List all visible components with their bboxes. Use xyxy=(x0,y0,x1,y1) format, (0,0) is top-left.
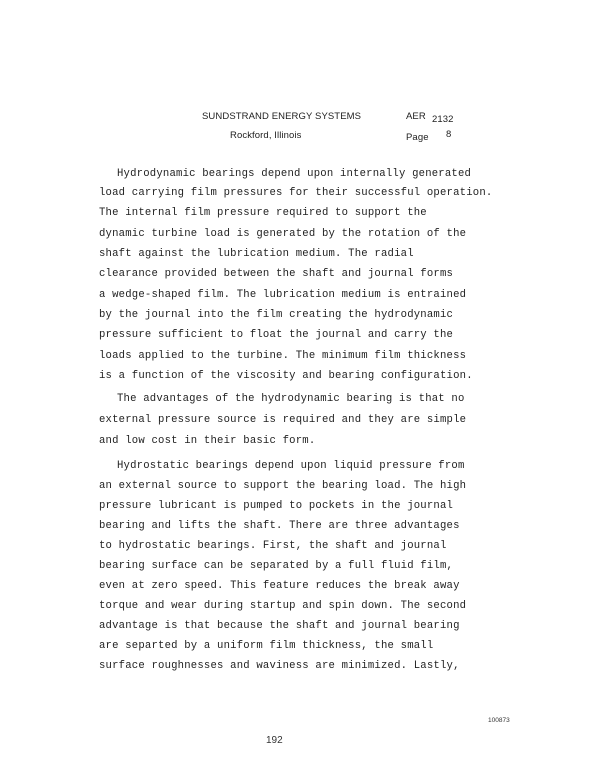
text-line: torque and wear during startup and spin down. The second xyxy=(99,600,467,612)
text-line: and low cost in their basic form. xyxy=(99,435,316,447)
page-footer-number: 192 xyxy=(266,735,283,746)
text-line: advantage is that because the shaft and journal bearing xyxy=(99,620,460,632)
text-line: are separted by a uniform film thickness, the small xyxy=(99,640,434,652)
text-line: a wedge-shaped film. The lubrication medium is entrained xyxy=(99,289,467,301)
text-line: to hydrostatic bearings. First, the shaft and journal xyxy=(99,540,447,552)
text-line: load carrying film pressures for their successful operation. xyxy=(99,187,493,199)
text-line: shaft against the lubrication medium. The radial xyxy=(99,248,414,260)
text-line: an external source to support the bearing load. The high xyxy=(99,480,467,492)
text-line: surface roughnesses and waviness are minimized. Lastly, xyxy=(99,660,460,672)
text-line: Hydrodynamic bearings depend upon internally generated xyxy=(117,168,472,180)
text-line: by the journal into the film creating the hydrodynamic xyxy=(99,309,454,321)
text-line: bearing surface can be separated by a full fluid film, xyxy=(99,560,454,572)
text-line: pressure lubricant is pumped to pockets in the journal xyxy=(99,500,454,512)
page-number: 8 xyxy=(446,129,452,140)
text-line: The internal film pressure required to support the xyxy=(99,207,427,219)
location: Rockford, Illinois xyxy=(230,130,302,141)
text-line: bearing and lifts the shaft. There are three advantages xyxy=(99,520,460,532)
text-line: dynamic turbine load is generated by the rotation of the xyxy=(99,228,467,240)
text-line: loads applied to the turbine. The minimum film thickness xyxy=(99,350,467,362)
text-line: clearance provided between the shaft and journal forms xyxy=(99,268,454,280)
text-line: is a function of the viscosity and bearing configuration. xyxy=(99,370,473,382)
report-number: 2132 xyxy=(432,114,454,125)
report-label: AER xyxy=(406,111,426,122)
text-line: even at zero speed. This feature reduces the break away xyxy=(99,580,460,592)
text-line: pressure sufficient to float the journal and carry the xyxy=(99,329,454,341)
text-line: Hydrostatic bearings depend upon liquid pressure from xyxy=(117,460,465,472)
text-line: external pressure source is required and they are simple xyxy=(99,414,467,426)
company-name: SUNDSTRAND ENERGY SYSTEMS xyxy=(202,111,362,122)
document-id: 100873 xyxy=(488,717,510,724)
page-label: Page xyxy=(406,132,429,143)
text-line: The advantages of the hydrodynamic bearing is that no xyxy=(117,393,465,405)
